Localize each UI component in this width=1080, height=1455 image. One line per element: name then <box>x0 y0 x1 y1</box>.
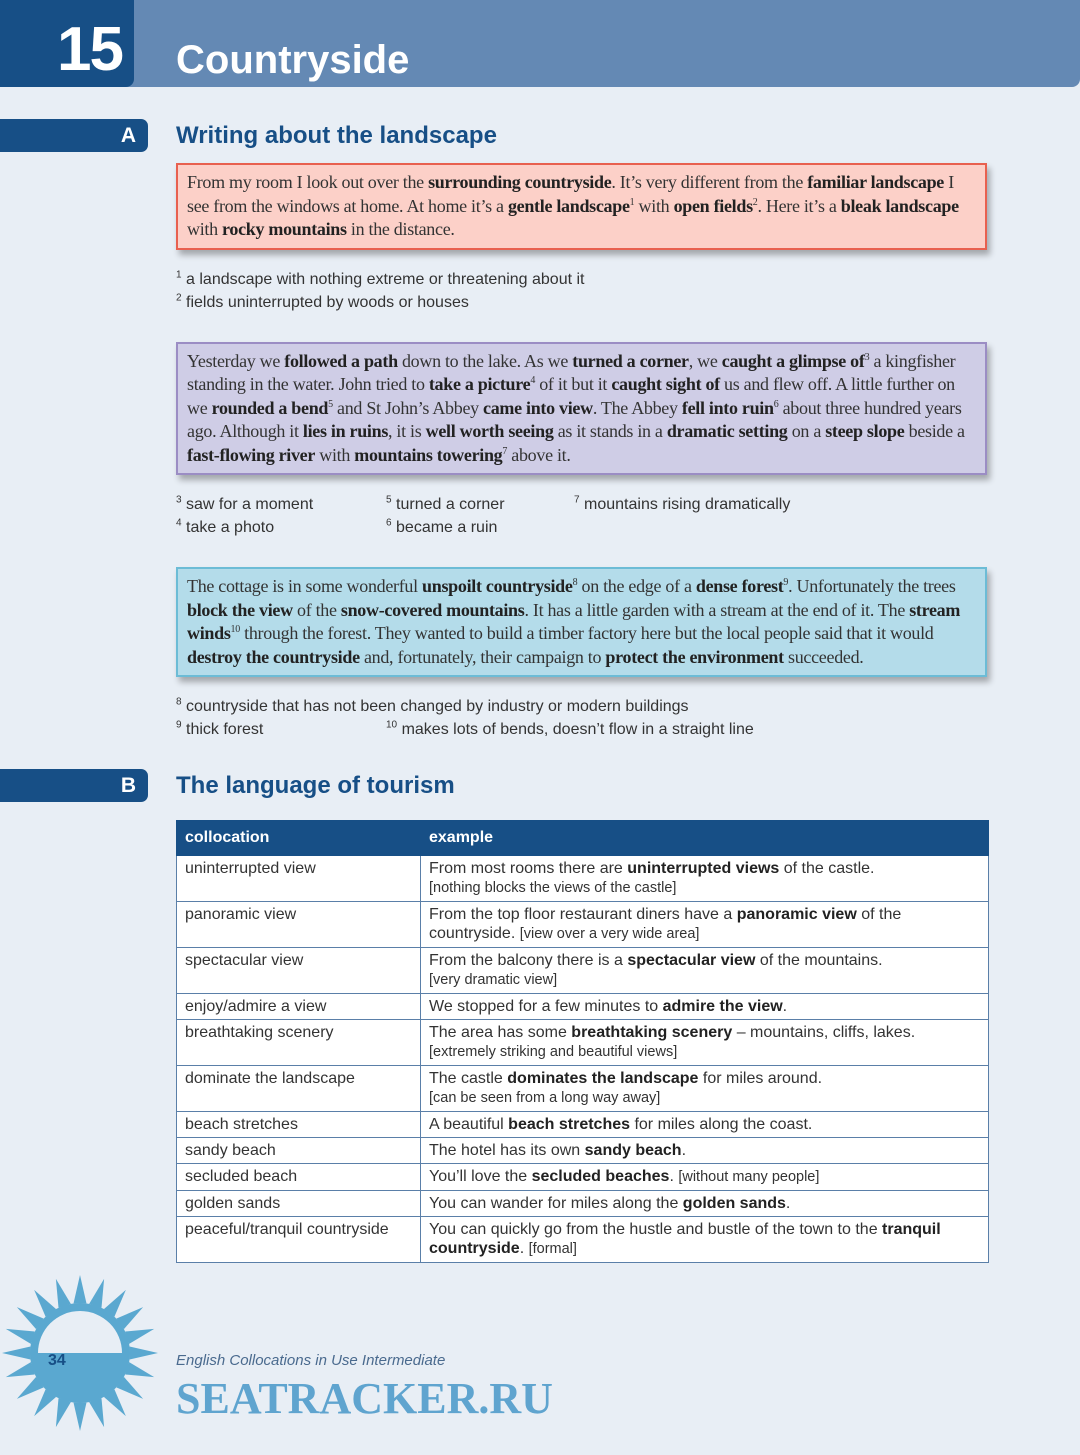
collocation-highlight: rounded a bend <box>211 397 329 418</box>
sun-ray <box>89 1398 104 1427</box>
sun-ray <box>74 1275 87 1303</box>
collocation-cell: uninterrupted view <box>177 856 421 902</box>
column-header-collocation: collocation <box>177 821 421 856</box>
collocation-highlight: take a picture <box>428 374 531 394</box>
text-run: The cottage is in some wonderful <box>187 576 423 596</box>
example-cell <box>421 856 989 902</box>
footnote-ref: 4 <box>530 375 536 386</box>
text-box-surrounding-countryside <box>176 163 987 250</box>
collocation-highlight: followed a path <box>284 350 398 371</box>
example-cell <box>421 1164 989 1191</box>
table-row <box>177 994 989 1020</box>
footnote-ref: 7 <box>502 445 508 457</box>
footnotes-3 <box>176 695 987 741</box>
collocation-highlight: mountains towering <box>354 444 503 465</box>
example-cell <box>421 1066 989 1112</box>
section-a-header <box>120 119 987 152</box>
collocation-highlight: turned a corner <box>572 350 689 371</box>
sun-ray <box>56 1279 71 1308</box>
collocation-highlight: familiar landscape <box>807 172 944 192</box>
footnote-7: $^7$ mountains rising dramatically <box>574 494 791 513</box>
text-run: about three hundred years ago. Although it <box>187 397 962 441</box>
example-cell <box>421 1020 989 1066</box>
text-run: . Unfortunately the trees <box>788 576 956 596</box>
text-run: a kingfisher standing in the water. John tried to <box>187 350 956 394</box>
collocation-cell: enjoy/admire a view <box>177 994 421 1020</box>
text-run: succeeded. <box>783 646 864 667</box>
text-run: You’ll love the <box>429 1168 532 1185</box>
collocation-highlight: admire the view <box>662 998 783 1015</box>
text-run: – mountains, cliffs, lakes. <box>732 1024 916 1041</box>
text-run: on a <box>787 421 826 441</box>
collocation-highlight: secluded beaches <box>531 1168 670 1185</box>
footnote-ref: 3 <box>864 351 870 363</box>
unit-number: 15 <box>0 0 134 87</box>
footnote-5: $^5$ turned a corner <box>386 494 505 513</box>
text-run: From my room I look out over the <box>187 172 429 192</box>
footnote-1: $^1$ a landscape with nothing extreme or threatening about it <box>176 269 585 288</box>
collocation-highlight: unspoilt countryside <box>422 576 573 596</box>
text-run: . <box>782 998 788 1015</box>
text-run: The castle <box>429 1070 508 1087</box>
text-box-abbey <box>176 342 987 476</box>
footnote-9: $^9$ thick forest <box>176 719 264 738</box>
text-run: and St John’s Abbey <box>332 397 484 418</box>
section-b-title: The language of tourism <box>176 772 455 799</box>
table-row <box>177 1164 989 1191</box>
text-run: . <box>669 1168 679 1185</box>
text-run: of the countryside. <box>429 906 902 942</box>
table-row <box>177 1112 989 1138</box>
sun-ray <box>89 1279 104 1308</box>
collocation-highlight: fast-flowing river <box>187 444 316 465</box>
footnote-ref: 9 <box>783 577 789 588</box>
gloss: [without many people] <box>678 1169 820 1185</box>
text-run: in the distance. <box>346 219 455 239</box>
footnotes-2 <box>176 493 987 539</box>
collocation-cell: breathtaking scenery <box>177 1020 421 1066</box>
sun-ray <box>6 1329 35 1344</box>
table-row <box>177 856 989 902</box>
gloss: [extremely striking and beautiful views] <box>429 1044 678 1060</box>
section-b-tab: B <box>0 769 148 802</box>
text-run: . <box>681 1142 687 1159</box>
collocation-highlight: came into view <box>483 397 593 418</box>
table-row <box>177 1217 989 1263</box>
unit-header-bar <box>0 0 1080 87</box>
collocation-highlight: surrounding countryside <box>428 172 612 192</box>
collocation-highlight: sandy beach <box>584 1142 682 1159</box>
collocation-highlight: uninterrupted views <box>627 860 780 877</box>
sun-ray <box>2 1347 30 1360</box>
sun-ray <box>6 1362 35 1377</box>
text-run: of the <box>292 599 341 620</box>
table-row <box>177 1138 989 1164</box>
example-cell <box>421 1112 989 1138</box>
text-run: The area has some <box>429 1024 572 1041</box>
collocation-highlight: open fields <box>673 195 753 216</box>
text-run: above it. <box>507 444 571 465</box>
collocation-highlight: protect the environment <box>605 646 784 667</box>
collocation-highlight: breathtaking scenery <box>571 1024 733 1041</box>
collocation-highlight: gentle landscape <box>507 195 630 216</box>
collocation-highlight: dominates the landscape <box>507 1070 699 1087</box>
table-row <box>177 1020 989 1066</box>
text-run: . The Abbey <box>592 397 682 418</box>
collocation-cell: golden sands <box>177 1191 421 1217</box>
collocation-highlight: beach stretches <box>508 1116 631 1133</box>
text-run: Yesterday we <box>187 350 285 371</box>
text-run: From the balcony there is a <box>429 952 628 969</box>
collocation-cell: sandy beach <box>177 1138 421 1164</box>
text-run: beside a <box>904 421 965 441</box>
footnote-5-6 <box>386 493 574 539</box>
table-row <box>177 948 989 994</box>
example-cell <box>421 902 989 948</box>
footnote-8: $^8$ countryside that has not been changed by industry or modern buildings <box>176 696 689 715</box>
text-run: . <box>519 1240 529 1257</box>
text-run: You can wander for miles along the <box>429 1195 683 1212</box>
collocation-highlight: spectacular view <box>627 952 756 969</box>
footnote-ref: 6 <box>773 398 779 410</box>
collocation-cell: dominate the landscape <box>177 1066 421 1112</box>
text-run: with <box>634 195 674 216</box>
collocation-highlight: well worth seeing <box>425 421 554 441</box>
gloss: [can be seen from a long way away] <box>429 1090 661 1106</box>
footnote-6: $^6$ became a ruin <box>386 517 498 536</box>
footnotes-1 <box>176 268 987 314</box>
text-run: as it stands in a <box>553 421 667 441</box>
example-cell <box>421 1217 989 1263</box>
collocation-highlight: snow-covered mountains <box>340 599 525 620</box>
gloss: [nothing blocks the views of the castle] <box>429 880 677 896</box>
table-row <box>177 902 989 948</box>
text-run: The hotel has its own <box>429 1142 585 1159</box>
sun-ray <box>125 1362 154 1377</box>
text-run: . It has a little garden with a stream at the end of it. The <box>524 599 910 620</box>
collocation-highlight: caught sight of <box>611 374 720 394</box>
text-run: , we <box>688 350 722 371</box>
footnote-4: $^4$ take a photo <box>176 517 275 536</box>
table-row <box>177 1191 989 1217</box>
gloss: [formal] <box>528 1241 577 1257</box>
text-run: From most rooms there are <box>429 860 628 877</box>
text-run: of the castle. <box>779 860 875 877</box>
text-run: . Here it’s a <box>757 195 841 216</box>
page-content <box>0 87 1080 1263</box>
footnote-ref: 1 <box>629 196 635 208</box>
collocation-highlight: steep slope <box>825 421 905 441</box>
text-run: and, fortunately, their campaign to <box>359 646 606 667</box>
collocation-highlight: block the view <box>187 599 293 620</box>
footnote-2: $^2$ fields uninterrupted by woods or houses <box>176 292 469 311</box>
section-a-tab: A <box>0 119 148 152</box>
text-run: of it but it <box>535 374 612 394</box>
text-run: down to the lake. As we <box>397 350 573 371</box>
collocation-highlight: lies in ruins <box>302 421 389 441</box>
collocation-cell: secluded beach <box>177 1164 421 1191</box>
text-run: us and flew off. A little further on we <box>187 374 955 418</box>
sun-ray <box>125 1329 154 1344</box>
sun-icon <box>0 1275 160 1432</box>
page-number: 34 <box>48 1352 66 1369</box>
collocation-highlight: dense forest <box>695 576 784 596</box>
section-a-title: Writing about the landscape <box>176 122 497 149</box>
column-header-example: example <box>421 821 989 856</box>
table-row <box>177 1066 989 1112</box>
page-footer <box>0 1275 1080 1425</box>
footnote-ref: 10 <box>230 624 240 635</box>
collocation-highlight: dramatic setting <box>666 421 788 441</box>
collocation-cell: spectacular view <box>177 948 421 994</box>
watermark: SEATRACKER.RU <box>176 1374 553 1423</box>
collocation-cell: beach stretches <box>177 1112 421 1138</box>
text-box-cottage <box>176 567 987 677</box>
footnote-ref: 2 <box>752 196 758 208</box>
text-run: From the top floor restaurant diners have a <box>429 906 737 923</box>
text-run: A beautiful <box>429 1116 509 1133</box>
collocation-highlight: panoramic view <box>736 906 857 923</box>
gloss: [view over a very wide area] <box>519 926 700 942</box>
sun-ray <box>74 1403 87 1431</box>
text-run: for miles along the coast. <box>630 1116 813 1133</box>
text-run: , it is <box>388 421 426 441</box>
collocation-cell: panoramic view <box>177 902 421 948</box>
collocation-highlight: tranquil countryside <box>429 1221 941 1257</box>
text-run: of the mountains. <box>755 952 883 969</box>
section-b-header <box>120 769 987 802</box>
collocation-highlight: rocky mountains <box>222 219 347 239</box>
text-run: You can quickly go from the hustle and bustle of the town to the <box>429 1221 883 1238</box>
text-run: with <box>187 219 223 239</box>
example-cell <box>421 1191 989 1217</box>
collocation-highlight: fell into ruin <box>681 397 774 418</box>
collocation-highlight: caught a glimpse of <box>721 350 865 371</box>
text-run: on the edge of a <box>577 576 696 596</box>
sun-ray <box>130 1347 158 1360</box>
example-cell <box>421 994 989 1020</box>
footnote-ref: 5 <box>328 398 333 410</box>
text-run: We stopped for a few minutes to <box>429 998 663 1015</box>
collocation-highlight: destroy the countryside <box>187 646 360 667</box>
sun-ray <box>56 1398 71 1427</box>
example-cell <box>421 1138 989 1164</box>
book-title: English Collocations in Use Intermediate <box>176 1352 446 1369</box>
text-run: through the forest. They wanted to build a timber factory here but the local people said that it would <box>239 623 934 643</box>
unit-title: Countryside <box>176 38 410 82</box>
footnote-ref: 8 <box>572 577 578 588</box>
text-run: I see from the windows at home. At home it’s a <box>187 172 954 216</box>
collocation-highlight: golden sands <box>682 1195 786 1212</box>
footnote-10: $^{10}$ makes lots of bends, doesn’t flow in a straight line <box>386 719 754 738</box>
collocation-highlight: stream winds <box>187 599 961 643</box>
collocation-table <box>176 820 989 1263</box>
footnote-3-4 <box>176 493 386 539</box>
text-run: for miles around. <box>698 1070 823 1087</box>
text-run: . It’s very different from the <box>611 172 808 192</box>
collocation-highlight: bleak landscape <box>840 195 959 216</box>
gloss: [very dramatic view] <box>429 972 558 988</box>
text-run: . <box>785 1195 791 1212</box>
collocation-cell: peaceful/tranquil countryside <box>177 1217 421 1263</box>
example-cell <box>421 948 989 994</box>
footnote-3: $^3$ saw for a moment <box>176 494 314 513</box>
text-run: with <box>315 444 355 465</box>
